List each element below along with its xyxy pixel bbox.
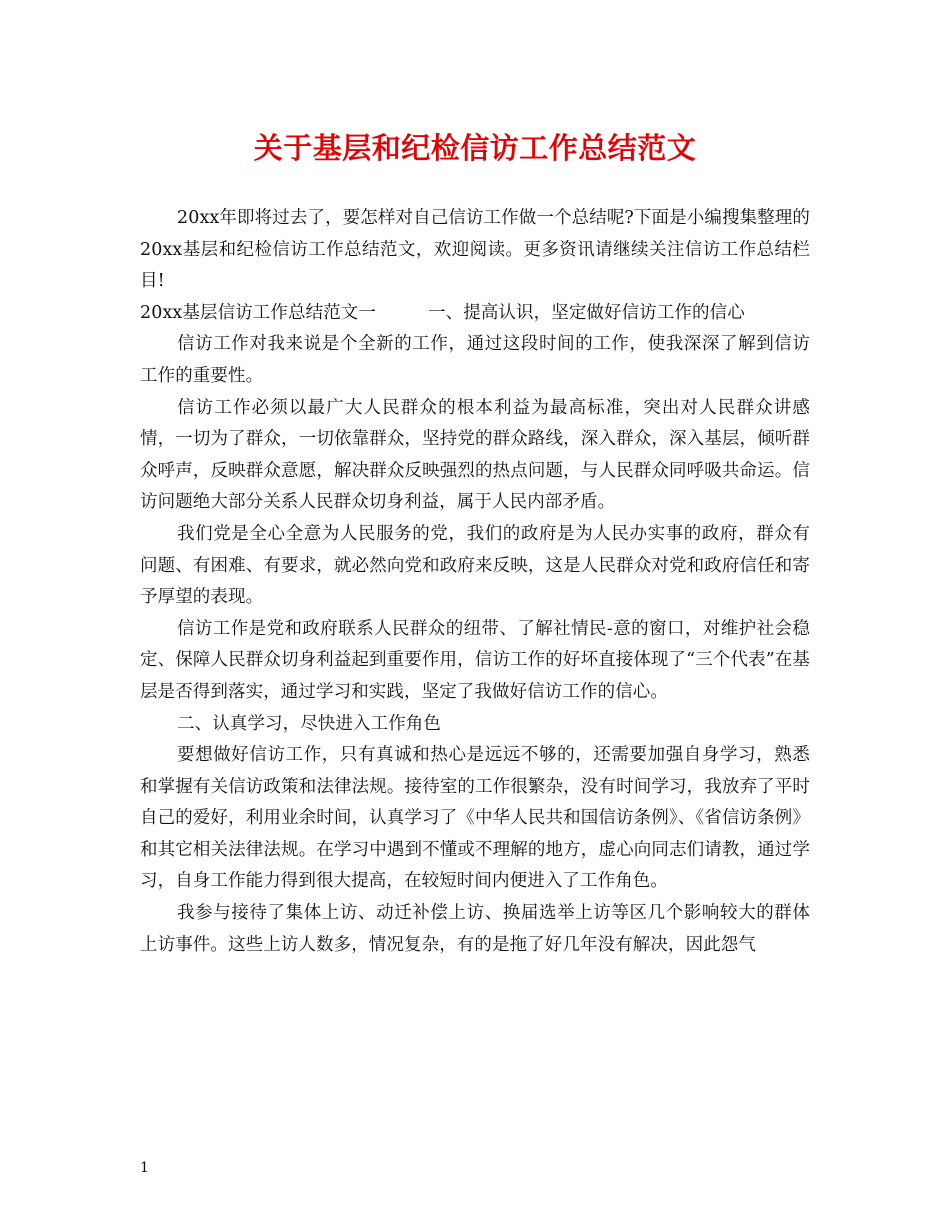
paragraph: 我参与接待了集体上访、动迁补偿上访、换届选举上访等区几个影响较大的群体上访事件。这些上访人数多，情况复杂，有的是拖了好几年没有解决，因此怨气 xyxy=(140,903,810,955)
paragraph: 要想做好信访工作，只有真诚和热心是远远不够的，还需要加强自身学习，熟悉和掌握有关信访政策和法律法规。接待室的工作很繁杂，没有时间学习，我放弃了平时自己的爱好，利用业余时间，认真学习了《中华人民共和国信访条例》、《省信访条例》和其它相关法律法规。在学习中遇到不懂或不理解的地方，虚心向同志们请教，通过学习，自身工作能力得到很大提高，在较短时间内便进入了工作角色。 xyxy=(140,745,810,892)
page-number: 1 xyxy=(140,1160,149,1176)
section-label: 20xx基层信访工作总结范文一 xyxy=(140,302,377,323)
heading-1: 一、提高认识，坚定做好信访工作的信心 xyxy=(428,302,745,323)
paragraph: 我们党是全心全意为人民服务的党，我们的政府是为人民办实事的政府，群众有问题、有困难、有要求，就必然向党和政府来反映，这是人民群众对党和政府信任和寄予厚望的表现。 xyxy=(140,523,810,608)
document-title: 关于基层和纪检信访工作总结范文 xyxy=(253,131,697,165)
paragraph: 信访工作必须以最广大人民群众的根本利益为最高标准，突出对人民群众讲感情，一切为了群众，一切依靠群众，坚持党的群众路线，深入群众，深入基层，倾听群众呼声，反映群众意愿，解决群众反映强烈的热点问题，与人民群众同呼吸共命运。信访问题绝大部分关系人民群众切身利益，属于人民内部矛盾。 xyxy=(140,397,810,513)
heading-2: 二、认真学习，尽快进入工作角色 xyxy=(177,713,441,734)
document-body xyxy=(140,203,810,961)
paragraph: 信访工作对我来说是个全新的工作，通过这段时间的工作，使我深深了解到信访工作的重要性。 xyxy=(140,334,810,386)
paragraph: 信访工作是党和政府联系人民群众的纽带、了解社情民-意的窗口，对维护社会稳定、保障人民群众切身利益起到重要作用，信访工作的好坏直接体现了“三个代表”在基层是否得到落实，通过学习和实践，坚定了我做好信访工作的信心。 xyxy=(140,618,810,702)
intro-paragraph: 20xx年即将过去了，要怎样对自己信访工作做一个总结呢?下面是小编搜集整理的20xx基层和纪检信访工作总结范文，欢迎阅读。更多资讯请继续关注信访工作总结栏目! xyxy=(140,208,810,292)
section-heading-line xyxy=(140,298,810,330)
